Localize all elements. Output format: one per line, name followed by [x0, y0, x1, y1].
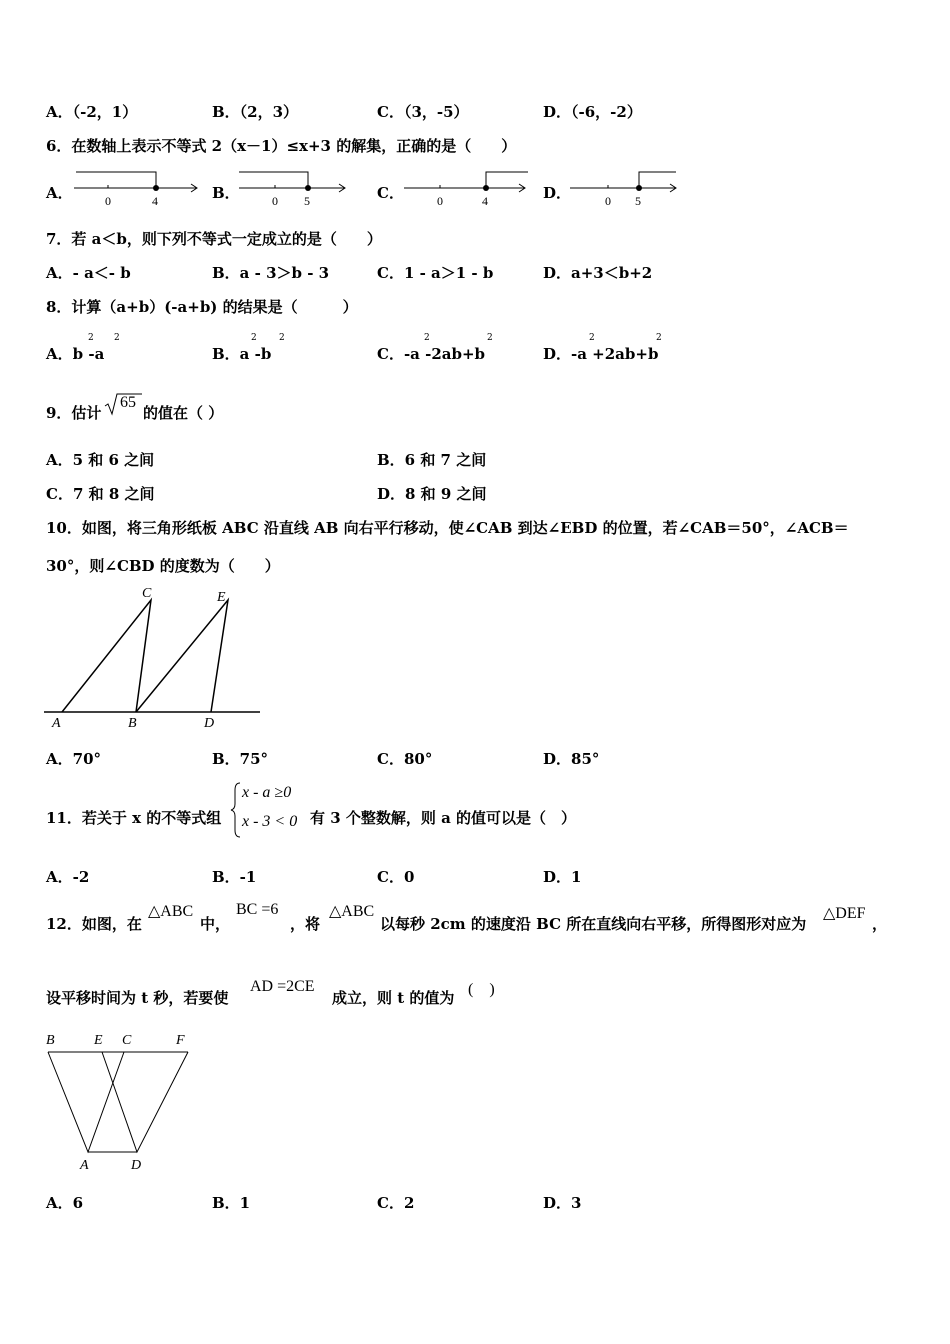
q6-option-d-label: D． — [543, 184, 572, 202]
q9-option-a: A．5 和 6 之间 — [46, 451, 155, 469]
q12-answer-paren: ( ) — [468, 981, 495, 998]
q12-text-4: 以每秒 2cm 的速度沿 BC 所在直线向右平移，所得图形对应为 — [380, 915, 807, 933]
q8-option-b: B．a -b — [212, 345, 272, 363]
q11-option-d: D．1 — [543, 868, 582, 886]
q8-option-c: C．-a -2ab+b — [377, 345, 486, 363]
q12-text-1: 12．如图，在 — [46, 915, 142, 933]
q10-stem-line1: 10．如图，将三角形纸板 ABC 沿直线 AB 向右平行移动，使∠CAB 到达∠EBD 的位置，若∠CAB＝50°，∠ACB＝ — [46, 519, 849, 537]
q8-b-exp-2: 2 — [279, 333, 285, 343]
q8-d-exp-1: 2 — [589, 333, 595, 343]
q12-option-a: A．6 — [46, 1194, 84, 1212]
q7-option-d: D．a+3＜b+2 — [543, 264, 653, 282]
q5-option-b: B．（2，3） — [212, 103, 299, 121]
q12-label-A: A — [80, 1158, 89, 1173]
q5-option-c: C．（3，-5） — [377, 103, 469, 121]
q6-c-tick-0: 0 — [437, 194, 443, 208]
q6-d-tick-0: 0 — [605, 194, 611, 208]
q7-option-a: A．- a＜- b — [46, 264, 131, 282]
q11-option-b: B．-1 — [212, 868, 257, 886]
q8-c-exp-1: 2 — [424, 333, 430, 343]
q11-brace — [230, 782, 242, 838]
q9-option-c: C．7 和 8 之间 — [46, 485, 155, 503]
q8-c-exp-2: 2 — [487, 333, 493, 343]
q6-option-b-label: B． — [212, 184, 240, 202]
q6-option-a-label: A． — [46, 184, 73, 202]
q8-d-exp-2: 2 — [656, 333, 662, 343]
q8-b-exp-1: 2 — [251, 333, 257, 343]
q6-b-tick-1: 5 — [304, 194, 310, 208]
q10-option-c: C．80° — [377, 750, 433, 768]
q7-option-c: C．1 - a＞1 - b — [377, 264, 494, 282]
q6-c-tick-1: 4 — [482, 194, 488, 208]
q12-triangle-def: △DEF — [823, 905, 866, 922]
q5-option-d: D．（-6，-2） — [543, 103, 642, 121]
q11-inequality-2: x - 3 < 0 — [242, 813, 298, 830]
q8-option-a: A．b -a — [46, 345, 105, 363]
q12-figure — [44, 1026, 204, 1176]
q12-triangle-abc-1: △ABC — [148, 903, 194, 920]
q12-text-6: 设平移时间为 t 秒，若要使 — [46, 989, 229, 1007]
q6-a-tick-0: 0 — [105, 194, 111, 208]
q8-stem: 8．计算（a+b）(-a+b) 的结果是（ ） — [46, 298, 358, 316]
q12-label-F: F — [176, 1033, 185, 1048]
q6-a-tick-1: 4 — [152, 194, 158, 208]
q10-label-C: C — [142, 586, 152, 601]
q8-a-exp-1: 2 — [88, 333, 94, 343]
q10-label-A: A — [52, 716, 61, 731]
q6-number-line-d — [568, 168, 698, 210]
q8-option-d: D．-a +2ab+b — [543, 345, 659, 363]
q6-option-c-label: C． — [377, 184, 404, 202]
q9-stem-post: 的值在（ ） — [143, 404, 224, 422]
q11-option-c: C．0 — [377, 868, 415, 886]
q6-stem: 6．在数轴上表示不等式 2（x－1）≤x+3 的解集，正确的是（ ） — [46, 137, 517, 155]
q9-option-d: D．8 和 9 之间 — [377, 485, 487, 503]
q9-stem-pre: 9．估计 — [46, 404, 102, 422]
q12-option-b: B．1 — [212, 1194, 251, 1212]
q11-option-a: A．-2 — [46, 868, 90, 886]
q9-radicand: 65 — [120, 394, 136, 411]
q12-text-7: 成立，则 t 的值为 — [332, 989, 455, 1007]
q11-stem-pre: 11．若关于 x 的不等式组 — [46, 809, 222, 827]
q6-number-line-a — [72, 168, 202, 210]
q12-text-5: ， — [872, 915, 888, 933]
q12-triangle-abc-2: △ABC — [329, 903, 375, 920]
q11-stem-post: 有 3 个整数解，则 a 的值可以是（ ） — [310, 809, 577, 827]
q12-label-E: E — [94, 1033, 103, 1048]
q12-ad-equation: AD =2CE — [250, 978, 315, 995]
q12-label-D: D — [131, 1158, 142, 1173]
q10-label-B: B — [128, 716, 137, 731]
q10-option-b: B．75° — [212, 750, 269, 768]
q6-b-tick-0: 0 — [272, 194, 278, 208]
q7-stem: 7．若 a＜b，则下列不等式一定成立的是（ ） — [46, 230, 382, 248]
q6-number-line-c — [402, 168, 532, 210]
q6-d-tick-1: 5 — [635, 194, 641, 208]
q12-label-B: B — [46, 1033, 55, 1048]
q12-label-C: C — [122, 1033, 132, 1048]
q10-label-E: E — [217, 590, 226, 605]
q9-option-b: B．6 和 7 之间 — [377, 451, 487, 469]
q10-figure — [44, 584, 266, 732]
q8-a-exp-2: 2 — [114, 333, 120, 343]
q12-text-2: 中， — [200, 915, 231, 933]
q12-option-d: D．3 — [543, 1194, 582, 1212]
q12-option-c: C．2 — [377, 1194, 415, 1212]
q10-option-d: D．85° — [543, 750, 600, 768]
q12-text-3: ，将 — [290, 915, 321, 933]
q5-option-a: A．（-2，1） — [46, 103, 138, 121]
q10-label-D: D — [204, 716, 215, 731]
q10-option-a: A．70° — [46, 750, 102, 768]
q6-number-line-b — [237, 168, 367, 210]
q7-option-b: B．a - 3＞b - 3 — [212, 264, 330, 282]
q11-inequality-1: x - a ≥0 — [242, 784, 292, 801]
q12-bc-equation: BC =6 — [236, 901, 279, 918]
q10-stem-line2: 30°，则∠CBD 的度数为（ ） — [46, 557, 280, 575]
